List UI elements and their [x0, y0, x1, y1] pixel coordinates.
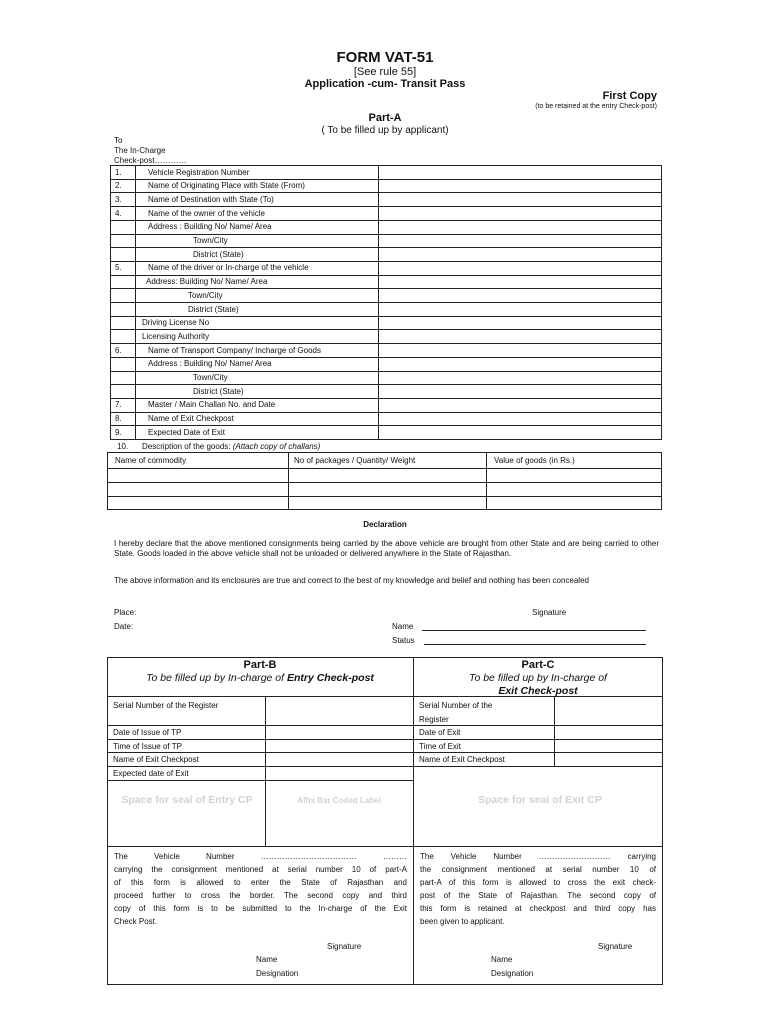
- part-b-row-exit-checkpost: Name of Exit Checkpost: [113, 755, 199, 764]
- part-a-row-number: 3.: [115, 194, 122, 204]
- part-a-row-divider: [110, 329, 662, 330]
- part-a-row-number: 6.: [115, 345, 122, 355]
- part-b-row-date-issue: Date of Issue of TP: [113, 728, 182, 737]
- part-a-row-number: 4.: [115, 208, 122, 218]
- part-a-row-divider: [110, 425, 662, 426]
- part-b-text-line: copy of this form is to be submitted to the In-charge of the Exit: [114, 904, 407, 913]
- copy-title: First Copy: [602, 90, 657, 102]
- part-a-row-number: 7.: [115, 400, 122, 410]
- part-b-designation-label: Designation: [256, 969, 299, 978]
- part-c-text-line: post of the State of Rajasthan. The second copy of: [420, 891, 656, 900]
- part-c-signature-label: Signature: [598, 942, 633, 951]
- part-a-row-divider: [110, 316, 662, 317]
- part-a-row-label: Name of the driver or In-charge of the vehicle: [148, 263, 309, 273]
- part-a-row-divider: [110, 261, 662, 262]
- part-b-row-serial: Serial Number of the Register: [113, 701, 219, 710]
- declaration-name-label: Name: [392, 622, 414, 631]
- rule-reference: [See rule 55]: [353, 66, 417, 78]
- part-b-signature-label: Signature: [327, 942, 362, 951]
- part-a-row-number: 8.: [115, 414, 122, 424]
- part-a-row-label: Vehicle Registration Number: [148, 167, 250, 177]
- part-a-row-divider: [110, 343, 662, 344]
- part-a-row-divider: [110, 398, 662, 399]
- part-c-row-register: Register: [419, 715, 449, 724]
- goods-note: (Attach copy of challans): [232, 442, 321, 451]
- to-label: To: [114, 136, 123, 145]
- part-b-text-line: carrying the consignment mentioned at serial number 10 of part-A: [114, 865, 407, 874]
- form-title: FORM VAT-51: [336, 49, 434, 66]
- part-a-row-number: 2.: [115, 181, 122, 191]
- part-a-row-label: Master / Main Challan No. and Date: [148, 400, 276, 410]
- part-a-row-divider: [110, 206, 662, 207]
- barcode-label-space: Affix Bar Coded Label: [297, 796, 381, 805]
- part-b-subtitle: [107, 672, 413, 684]
- goods-table: [107, 452, 662, 510]
- place-label: Place:: [114, 608, 137, 617]
- part-a-row-divider: [110, 234, 662, 235]
- part-b-text: [114, 850, 407, 928]
- part-a-row-divider: [110, 275, 662, 276]
- part-c-text: [420, 850, 656, 928]
- part-c-text-line: this form is retained at checkpost and third copy has: [420, 904, 656, 913]
- part-c-row-date-exit: Date of Exit: [419, 728, 461, 737]
- declaration-name-line: [422, 630, 646, 631]
- to-incharge: The In-Charge: [114, 146, 166, 155]
- declaration-status-line: [424, 644, 646, 645]
- to-checkpost: Check-post…………: [114, 156, 187, 165]
- part-a-row-label: District (State): [193, 249, 244, 259]
- part-a-row-label: Town/City: [193, 373, 228, 382]
- part-c-name-label: Name: [491, 955, 513, 964]
- part-a-row-label: Driving License No: [142, 318, 210, 328]
- part-a-row-label: Address : Building No/ Name/ Area: [148, 222, 272, 232]
- goods-label-text: Description of the goods:: [142, 442, 231, 451]
- part-b-text-line: proceed further to cross the border. The second copy and third: [114, 891, 407, 900]
- part-a-row-label: Town/City: [188, 290, 223, 300]
- part-a-row-label: Town/City: [193, 236, 228, 245]
- declaration-title: Declaration: [363, 520, 407, 529]
- part-a-row-label: Expected Date of Exit: [148, 427, 225, 437]
- part-a-subtitle: ( To be filled up by applicant): [321, 125, 449, 136]
- declaration-para-2: The above information and its enclosures are true and correct to the best of my knowledge and belief and nothing has been concealed: [114, 576, 589, 585]
- part-c-subtitle-line2: Exit Check-post: [498, 685, 578, 697]
- part-c-row-time-exit: Time of Exit: [419, 742, 461, 751]
- date-label: Date:: [114, 622, 134, 631]
- part-c-row-serial: Serial Number of the: [419, 701, 493, 710]
- part-b-title: Part-B: [243, 659, 277, 671]
- goods-header-value: Value of goods (in Rs.): [494, 456, 575, 465]
- part-a-row-divider: [110, 371, 662, 372]
- goods-number: 10.: [117, 442, 129, 451]
- part-c-text-line: The Vehicle Number ……………………… carrying: [420, 852, 656, 861]
- part-a-row-label: Name of Destination with State (To): [148, 194, 274, 204]
- goods-header-packages: No of packages / Quantity/ Weight: [294, 456, 416, 465]
- part-a-row-label: District (State): [188, 304, 239, 314]
- part-a-row-divider: [110, 220, 662, 221]
- part-b-name-label: Name: [256, 955, 278, 964]
- part-a-row-label: Address : Building No/ Name/ Area: [148, 359, 272, 369]
- part-a-row-label: Address: Building No/ Name/ Area: [146, 277, 268, 287]
- part-a-row-divider: [110, 179, 662, 180]
- part-a-title: Part-A: [368, 112, 402, 124]
- part-a-row-number: 5.: [115, 263, 122, 273]
- goods-header-commodity: Name of commodity: [115, 456, 187, 465]
- declaration-para-1: I hereby declare that the above mentioned consignments being carried by the above vehicle are brought from other State and are being carried to other State. Goods loaded in the above vehicle shall not be unloaded or delivered anywhere in the State of Rajasthan.: [114, 539, 659, 558]
- form-subtitle: Application -cum- Transit Pass: [304, 78, 466, 90]
- part-a-row-divider: [110, 357, 662, 358]
- part-a-row-divider: [110, 288, 662, 289]
- copy-note: (to be retained at the entry Check-post): [535, 103, 657, 110]
- part-a-row-label: Name of Transport Company/ Incharge of Goods: [148, 345, 321, 355]
- part-c-designation-label: Designation: [491, 969, 534, 978]
- goods-label: [142, 442, 320, 451]
- part-a-row-label: Licensing Authority: [142, 331, 210, 341]
- part-a-row-number: 9.: [115, 427, 122, 437]
- part-a-row-label: Name of Exit Checkpost: [148, 414, 234, 424]
- part-b-subtitle-bold: Entry Check-post: [286, 672, 374, 684]
- entry-seal-space: Space for seal of Entry CP: [121, 794, 253, 806]
- part-a-row-divider: [110, 302, 662, 303]
- part-c-text-line: the consignment mentioned at serial number 10 of: [420, 865, 656, 874]
- part-b-text-line: of this form is allowed to enter the State of Rajasthan and: [114, 878, 407, 887]
- declaration-status-label: Status: [392, 636, 415, 645]
- exit-seal-space: Space for seal of Exit CP: [478, 794, 602, 806]
- part-a-row-divider: [110, 384, 662, 385]
- part-a-row-label: District (State): [193, 386, 244, 396]
- part-a-row-label: Name of the owner of the vehicle: [148, 208, 265, 218]
- part-c-subtitle-line1: To be filled up by In-charge of: [469, 672, 607, 684]
- part-b-row-time-issue: Time of Issue of TP: [113, 742, 182, 751]
- part-c-text-line: been given to applicant.: [420, 917, 505, 926]
- part-a-row-divider: [110, 412, 662, 413]
- part-a-row-divider: [110, 192, 662, 193]
- part-b-text-line: The Vehicle Number ……………………………… ………: [114, 852, 407, 861]
- part-c-row-exit-checkpost: Name of Exit Checkpost: [419, 755, 505, 764]
- part-b-text-line: Check Post.: [114, 917, 158, 926]
- part-a-row-label: Name of Originating Place with State (From): [148, 181, 305, 191]
- declaration-signature-label: Signature: [532, 608, 567, 617]
- part-c-text-line: part-A of this form is allowed to cross the exit check-: [420, 878, 656, 887]
- part-a-row-number: 1.: [115, 167, 122, 177]
- part-a-row-divider: [110, 247, 662, 248]
- part-b-row-expected-exit: Expected date of Exit: [113, 769, 189, 778]
- part-c-title: Part-C: [521, 659, 555, 671]
- part-b-subtitle-text: To be filled up by In-charge of: [146, 672, 287, 684]
